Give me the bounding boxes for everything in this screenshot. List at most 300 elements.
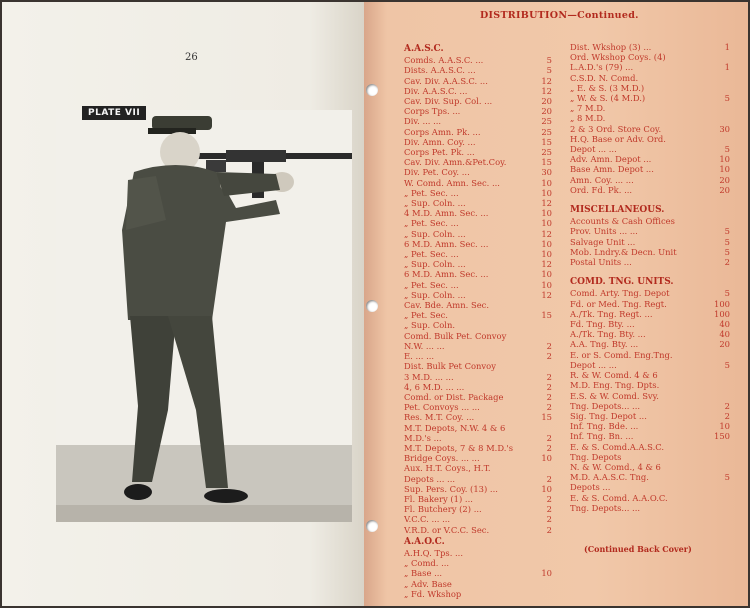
unit-name: Pet. Convoys ... ... — [404, 402, 480, 413]
section-title: COMD. TNG. UNITS. — [570, 277, 674, 288]
distribution-entry — [570, 309, 730, 319]
distribution-entry — [570, 257, 730, 267]
distribution-entry — [404, 579, 552, 589]
binder-hole — [366, 520, 378, 532]
unit-quantity — [530, 463, 552, 473]
distribution-entry — [404, 239, 552, 249]
unit-quantity — [708, 370, 730, 380]
unit-name: Cav. Div. Amn.&Pet.Coy. — [404, 157, 507, 168]
unit-quantity: 10 — [541, 279, 552, 290]
distribution-entry — [404, 218, 552, 228]
distribution-entry — [570, 288, 730, 298]
unit-quantity — [708, 380, 730, 390]
unit-quantity: 10 — [541, 249, 552, 260]
unit-quantity: 10 — [541, 568, 552, 579]
distribution-entry — [404, 589, 552, 599]
unit-quantity: 10 — [541, 187, 552, 198]
distribution-entry — [570, 421, 730, 431]
unit-quantity — [708, 391, 730, 401]
unit-quantity: 2 — [546, 371, 552, 382]
unit-quantity: 5 — [724, 144, 730, 155]
unit-quantity — [708, 73, 730, 83]
unit-quantity: 30 — [541, 167, 552, 178]
distribution-entry — [404, 229, 552, 239]
unit-name: V.C.C. ... ... — [404, 514, 451, 525]
unit-name: Corps Amn. Pk. ... — [404, 126, 481, 137]
unit-name: „ Sup. Coln. — [404, 320, 456, 331]
unit-quantity: 5 — [546, 55, 552, 66]
distribution-entry — [404, 453, 552, 463]
distribution-entry — [404, 167, 552, 177]
distribution-entry — [404, 525, 552, 535]
unit-quantity — [708, 350, 730, 360]
unit-quantity: 25 — [541, 147, 552, 158]
section-title: MISCELLANEOUS. — [570, 205, 665, 216]
unit-name: M.T. Depots, N.W. 4 & 6 — [404, 422, 506, 433]
unit-name: „ Sup. Coln. ... — [404, 289, 466, 300]
distribution-entry — [404, 382, 552, 392]
unit-name: M.T. Depots, 7 & 8 M.D.'s — [404, 442, 513, 453]
unit-name: Div. Pet. Coy. ... — [404, 167, 470, 178]
distribution-entry — [404, 361, 552, 371]
distribution-entry — [404, 392, 552, 402]
continued-note: (Continued Back Cover) — [584, 544, 692, 554]
unit-name: Corps Pet. Pk. ... — [404, 147, 475, 158]
unit-name: M.D. Eng. Tng. Dpts. — [570, 380, 660, 391]
unit-quantity: 2 — [546, 432, 552, 443]
unit-quantity: 15 — [541, 136, 552, 147]
distribution-entry — [570, 462, 730, 472]
distribution-entry — [404, 280, 552, 290]
unit-quantity: 12 — [541, 85, 552, 96]
unit-name: Cav. Div. Sup. Col. ... — [404, 96, 493, 107]
unit-quantity: 12 — [541, 259, 552, 270]
unit-name: 6 M.D. Amn. Sec. ... — [404, 269, 489, 280]
unit-name: „ Fd. Wkshop — [404, 588, 462, 599]
distribution-entry — [570, 299, 730, 309]
unit-quantity: 2 — [546, 504, 552, 515]
distribution-entry — [570, 226, 730, 236]
unit-quantity — [530, 558, 552, 568]
unit-name: 3 M.D. ... ... — [404, 371, 454, 382]
unit-name: Corps Tps. ... — [404, 106, 461, 117]
unit-name: Bridge Coys. ... ... — [404, 453, 480, 464]
unit-quantity — [708, 103, 730, 113]
section-title: A.A.O.C. — [404, 536, 445, 547]
unit-quantity: 5 — [724, 93, 730, 104]
distribution-entry — [404, 198, 552, 208]
unit-quantity — [530, 423, 552, 433]
unit-quantity: 2 — [546, 381, 552, 392]
distribution-entry — [570, 62, 730, 72]
distribution-entry — [570, 52, 730, 62]
distribution-entry — [404, 106, 552, 116]
unit-quantity: 12 — [541, 228, 552, 239]
unit-name: W. Comd. Amn. Sec. ... — [404, 177, 500, 188]
unit-name: „ Sup. Coln. ... — [404, 259, 466, 270]
distribution-entry — [570, 267, 730, 275]
distribution-entry — [570, 452, 730, 462]
unit-name: N.W. ... ... — [404, 340, 445, 351]
unit-name: Fl. Butchery (2) ... — [404, 504, 482, 515]
unit-name: H.Q. Base or Adv. Ord. — [570, 133, 666, 144]
unit-quantity: 2 — [546, 340, 552, 351]
distribution-entry — [404, 320, 552, 330]
distribution-entry — [404, 208, 552, 218]
distribution-entry — [570, 144, 730, 154]
distribution-entry — [570, 247, 730, 257]
distribution-entry — [570, 237, 730, 247]
unit-quantity: 10 — [541, 483, 552, 494]
unit-quantity: 2 — [546, 493, 552, 504]
unit-quantity — [708, 52, 730, 62]
unit-name: „ Pet. Sec. ... — [404, 187, 459, 198]
unit-quantity: 2 — [546, 351, 552, 362]
distribution-entry — [570, 339, 730, 349]
unit-name: „ W. & S. (4 M.D.) — [570, 93, 646, 104]
distribution-entry — [570, 503, 730, 513]
unit-name: Cav. Div. A.A.S.C. ... — [404, 75, 488, 86]
unit-name: A.A. Tng. Bty. ... — [570, 339, 639, 350]
unit-name: Depot ... ... — [570, 359, 617, 370]
unit-quantity — [708, 134, 730, 144]
distribution-entry — [570, 380, 730, 390]
distribution-entry — [570, 195, 730, 203]
unit-name: Res. M.T. Coy. ... — [404, 412, 475, 423]
unit-name: 4, 6 M.D. ... ... — [404, 381, 465, 392]
unit-quantity: 2 — [724, 410, 730, 421]
unit-quantity — [708, 452, 730, 462]
unit-quantity — [530, 320, 552, 330]
plate-label: PLATE VII — [82, 106, 146, 120]
distribution-entry — [570, 329, 730, 339]
distribution-entry — [404, 76, 552, 86]
distribution-entry — [570, 319, 730, 329]
distribution-entry — [570, 411, 730, 421]
distribution-entry — [404, 259, 552, 269]
unit-quantity: 2 — [546, 473, 552, 484]
unit-name: „ Sup. Coln. ... — [404, 198, 466, 209]
unit-name: „ Adv. Base — [404, 578, 452, 589]
distribution-entry — [404, 300, 552, 310]
unit-quantity — [708, 493, 730, 503]
unit-name: A./Tk. Tng. Regt. ... — [570, 308, 653, 319]
unit-name: Amn. Coy. ... ... — [570, 174, 634, 185]
unit-quantity — [708, 503, 730, 513]
unit-quantity: 2 — [546, 442, 552, 453]
unit-name: E.S. & W. Comd. Svy. — [570, 390, 659, 401]
unit-quantity: 10 — [541, 269, 552, 280]
unit-quantity: 30 — [719, 123, 730, 134]
unit-quantity: 10 — [541, 238, 552, 249]
distribution-entry — [404, 310, 552, 320]
unit-quantity: 5 — [724, 288, 730, 299]
binder-hole — [366, 300, 378, 312]
unit-quantity — [530, 548, 552, 558]
unit-name: Salvage Unit ... — [570, 236, 636, 247]
distribution-entry — [404, 341, 552, 351]
unit-name: E. or S. Comd. Eng.Tng. — [570, 349, 673, 360]
distribution-entry — [570, 360, 730, 370]
unit-quantity: 100 — [714, 298, 730, 309]
unit-name: Mob. Lndry.& Decn. Unit — [570, 246, 677, 257]
distribution-entry — [404, 351, 552, 361]
unit-name: Comd. or Dist. Package — [404, 391, 504, 402]
binder-hole — [366, 84, 378, 96]
unit-quantity: 25 — [541, 126, 552, 137]
distribution-entry — [570, 350, 730, 360]
distribution-entry — [570, 42, 730, 52]
unit-name: Fl. Bakery (1) ... — [404, 493, 473, 504]
unit-quantity: 5 — [724, 246, 730, 257]
unit-quantity — [708, 195, 730, 203]
unit-quantity: 2 — [724, 257, 730, 268]
unit-quantity: 2 — [546, 524, 552, 535]
unit-name: E. ... ... — [404, 351, 435, 362]
distribution-entry — [570, 113, 730, 123]
unit-name: Inf. Tng. Bde. ... — [570, 421, 639, 432]
unit-quantity: 20 — [719, 174, 730, 185]
unit-quantity — [530, 331, 552, 341]
distribution-entry — [404, 290, 552, 300]
unit-name: E. & S. Comd.A.A.S.C. — [570, 441, 665, 452]
unit-name: Ord. Wkshop Coys. (4) — [570, 52, 666, 63]
distribution-entry — [404, 157, 552, 167]
unit-quantity: 5 — [724, 236, 730, 247]
distribution-entry — [570, 216, 730, 226]
unit-name: R. & W. Comd. 4 & 6 — [570, 370, 658, 381]
unit-quantity: 2 — [546, 514, 552, 525]
unit-name: V.R.D. or V.C.C. Sec. — [404, 524, 490, 535]
unit-quantity: 20 — [719, 184, 730, 195]
unit-name: Tng. Depots... ... — [570, 400, 641, 411]
unit-name: Fd. or Med. Tng. Regt. — [570, 298, 667, 309]
unit-quantity: 15 — [541, 412, 552, 423]
unit-name: „ Pet. Sec. ... — [404, 218, 459, 229]
unit-quantity: 2 — [546, 391, 552, 402]
distribution-entry — [404, 484, 552, 494]
distribution-entry — [404, 178, 552, 188]
unit-name: Postal Units ... — [570, 257, 632, 268]
unit-name: Sup. Pers. Coy. (13) ... — [404, 483, 498, 494]
distribution-entry — [570, 164, 730, 174]
unit-quantity: 12 — [541, 75, 552, 86]
unit-quantity: 5 — [724, 359, 730, 370]
distribution-entry — [404, 423, 552, 433]
unit-quantity: 5 — [546, 65, 552, 76]
unit-name: „ Comd. ... — [404, 558, 450, 569]
unit-quantity: 10 — [541, 208, 552, 219]
distribution-entry — [570, 73, 730, 83]
distribution-entry — [570, 370, 730, 380]
unit-name: Ord. Fd. Pk. ... — [570, 184, 633, 195]
unit-name: Comd. Bulk Pet. Convoy — [404, 330, 507, 341]
unit-name: L.A.D.'s (79) ... — [570, 62, 634, 73]
distribution-entry — [404, 55, 552, 65]
unit-name: Tng. Depots... ... — [570, 502, 641, 513]
distribution-entry — [404, 548, 552, 558]
unit-quantity: 20 — [719, 339, 730, 350]
distribution-entry — [404, 494, 552, 504]
unit-name: Comd. Arty. Tng. Depot — [570, 288, 670, 299]
unit-quantity: 20 — [541, 106, 552, 117]
distribution-entry — [404, 331, 552, 341]
distribution-entry — [404, 463, 552, 473]
distribution-entry — [404, 269, 552, 279]
unit-name: Dists. A.A.S.C. ... — [404, 65, 476, 76]
distribution-entry — [570, 154, 730, 164]
distribution-entry — [404, 96, 552, 106]
distribution-entry — [404, 249, 552, 259]
distribution-heading: DISTRIBUTION—Continued. — [480, 10, 639, 21]
unit-quantity: 10 — [719, 421, 730, 432]
unit-quantity: 2 — [724, 400, 730, 411]
distribution-entry — [570, 472, 730, 482]
unit-quantity: 10 — [541, 177, 552, 188]
unit-name: Div. ... ... — [404, 116, 442, 127]
distribution-entry — [570, 175, 730, 185]
distribution-entry — [570, 103, 730, 113]
unit-quantity: 1 — [724, 62, 730, 73]
unit-name: „ 7 M.D. — [570, 103, 606, 114]
unit-quantity: 15 — [541, 310, 552, 321]
unit-quantity: 2 — [546, 402, 552, 413]
unit-name: Depots ... ... — [404, 473, 456, 484]
unit-name: Fd. Tng. Bty. ... — [570, 319, 635, 330]
unit-name: Base Amn. Depot ... — [570, 164, 654, 175]
unit-quantity: 40 — [719, 319, 730, 330]
unit-quantity: 12 — [541, 198, 552, 209]
distribution-entry — [404, 86, 552, 96]
left-distribution-column — [404, 42, 552, 599]
unit-quantity: 5 — [724, 226, 730, 237]
unit-name: Depot ... ... — [570, 144, 617, 155]
unit-name: C.S.D. N. Comd. — [570, 72, 639, 83]
unit-quantity: 15 — [541, 157, 552, 168]
unit-name: „ Base ... — [404, 568, 443, 579]
unit-name: Dist. Wkshop (3) ... — [570, 42, 652, 52]
unit-name: Div. A.A.S.C. ... — [404, 85, 468, 96]
unit-quantity: 1 — [724, 42, 730, 52]
unit-quantity: 20 — [541, 96, 552, 107]
unit-name: 6 M.D. Amn. Sec. ... — [404, 238, 489, 249]
unit-name: A.H.Q. Tps. ... — [404, 547, 464, 558]
unit-quantity: 10 — [541, 453, 552, 464]
distribution-entry — [404, 147, 552, 157]
unit-name: Depots ... — [570, 482, 611, 493]
unit-quantity — [708, 216, 730, 226]
distribution-entry — [404, 372, 552, 382]
unit-quantity — [708, 113, 730, 123]
soldier-photograph — [56, 110, 352, 522]
page-number: 26 — [185, 52, 198, 63]
unit-quantity: 25 — [541, 116, 552, 127]
section-title: A.A.S.C. — [404, 44, 444, 54]
unit-name: 2 & 3 Ord. Store Coy. — [570, 123, 662, 134]
distribution-entry — [570, 83, 730, 93]
unit-name: E. & S. Comd. A.A.O.C. — [570, 492, 668, 503]
unit-quantity: 10 — [541, 218, 552, 229]
unit-name: „ Pet. Sec. ... — [404, 279, 459, 290]
distribution-entry — [570, 482, 730, 492]
unit-quantity — [708, 267, 730, 275]
unit-quantity — [530, 579, 552, 589]
distribution-entry — [570, 93, 730, 103]
distribution-entry — [570, 401, 730, 411]
unit-quantity: 150 — [714, 431, 730, 442]
unit-quantity — [708, 462, 730, 472]
unit-quantity — [708, 83, 730, 93]
unit-name: M.D.'s ... — [404, 432, 442, 443]
distribution-entry — [570, 431, 730, 441]
distribution-entry — [404, 558, 552, 568]
unit-quantity: 5 — [724, 472, 730, 483]
unit-quantity: 12 — [541, 289, 552, 300]
unit-quantity: 100 — [714, 308, 730, 319]
unit-name — [570, 195, 708, 203]
unit-name: „ E. & S. (3 M.D.) — [570, 82, 645, 93]
unit-quantity: 40 — [719, 329, 730, 340]
unit-quantity: 10 — [719, 164, 730, 175]
unit-quantity — [708, 442, 730, 452]
distribution-entry — [570, 185, 730, 195]
distribution-entry — [404, 443, 552, 453]
unit-quantity: 10 — [719, 154, 730, 165]
unit-name: Cav. Bde. Amn. Sec. — [404, 300, 490, 311]
distribution-entry — [404, 433, 552, 443]
distribution-entry — [404, 137, 552, 147]
distribution-entry — [404, 568, 552, 578]
unit-name: „ 8 M.D. — [570, 113, 606, 124]
distribution-entry — [404, 402, 552, 412]
unit-name: Adv. Amn. Depot ... — [570, 154, 652, 165]
distribution-entry — [570, 134, 730, 144]
unit-name: Inf. Tng. Bn. ... — [570, 431, 634, 442]
distribution-entry — [404, 514, 552, 524]
unit-quantity — [530, 589, 552, 599]
right-distribution-column — [570, 42, 730, 513]
unit-quantity — [530, 300, 552, 310]
unit-name: Accounts & Cash Offices — [570, 216, 675, 227]
distribution-entry — [404, 127, 552, 137]
unit-name: M.D. A.A.S.C. Tng. — [570, 472, 649, 483]
unit-name: A./Tk. Tng. Bty. ... — [570, 329, 646, 340]
unit-name: Tng. Depots — [570, 451, 622, 462]
unit-name: „ Sup. Coln. ... — [404, 228, 466, 239]
unit-name — [570, 267, 708, 275]
unit-name: Div. Amn. Coy. ... — [404, 136, 476, 147]
distribution-entry — [570, 442, 730, 452]
distribution-entry — [404, 65, 552, 75]
distribution-entry — [404, 116, 552, 126]
unit-name: Comds. A.A.S.C. ... — [404, 55, 484, 66]
distribution-entry — [404, 412, 552, 422]
unit-name: Dist. Bulk Pet Convoy — [404, 361, 496, 372]
distribution-entry — [404, 474, 552, 484]
unit-name: Aux. H.T. Coys., H.T. — [404, 463, 491, 474]
unit-name: „ Pet. Sec. ... — [404, 249, 459, 260]
unit-quantity — [530, 361, 552, 371]
unit-name: „ Pet. Sec. — [404, 310, 448, 321]
unit-name: Sig. Tng. Depot ... — [570, 410, 647, 421]
unit-name: Prov. Units ... ... — [570, 226, 638, 237]
unit-name: 4 M.D. Amn. Sec. ... — [404, 208, 489, 219]
distribution-entry — [570, 493, 730, 503]
distribution-entry — [570, 124, 730, 134]
distribution-entry — [404, 504, 552, 514]
unit-name: N. & W. Comd., 4 & 6 — [570, 461, 661, 472]
distribution-entry — [570, 391, 730, 401]
